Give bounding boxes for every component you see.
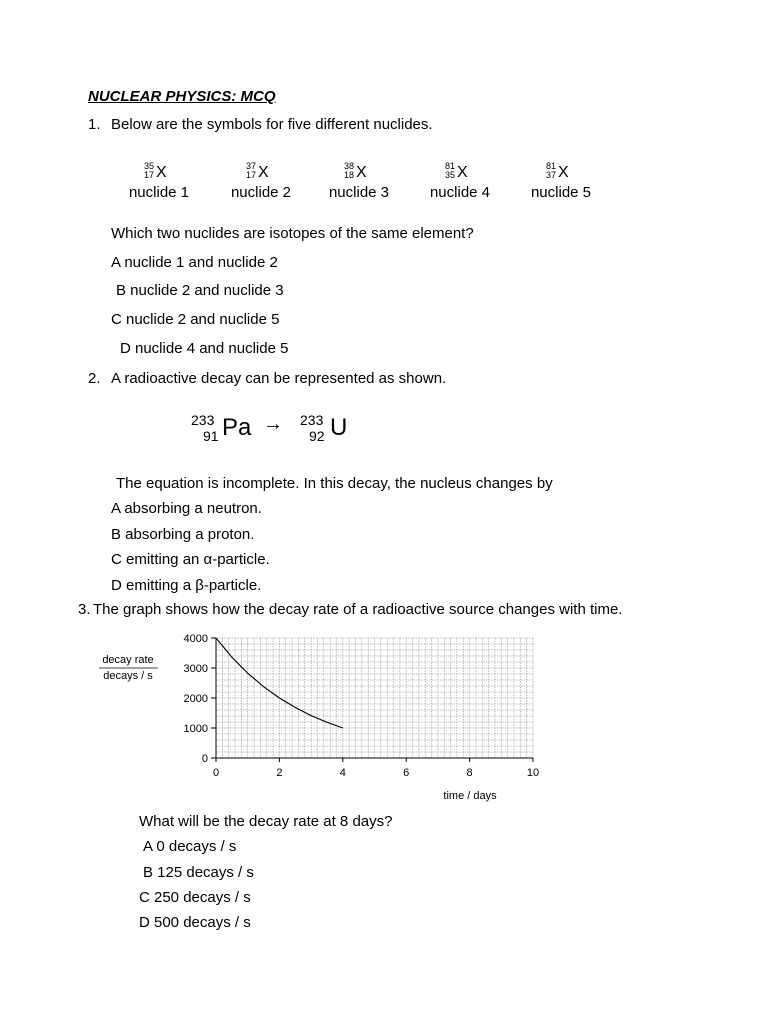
y-tick-label: 0: [201, 753, 208, 765]
element-symbol: X: [156, 164, 167, 181]
x-tick-label: 8: [466, 767, 473, 779]
q3-option-c: C 250 decays / s: [139, 889, 251, 906]
nuclide-label: nuclide 2: [230, 184, 292, 201]
right-element: U: [330, 414, 348, 441]
decay-rate-chart: [90, 628, 560, 808]
atomic-number: 37: [545, 170, 556, 180]
y-axis-label-denominator: decays / s: [103, 670, 153, 682]
x-tick-label: 2: [276, 767, 283, 779]
q3-option-d: D 500 decays / s: [139, 914, 251, 931]
arrow-icon: →: [263, 413, 283, 435]
mass-number: 81: [545, 161, 556, 171]
right-atomic-number: 92: [309, 428, 325, 444]
atomic-number: 35: [444, 170, 455, 180]
nuclide-3: [314, 162, 404, 201]
page-title: NUCLEAR PHYSICS: MCQ: [88, 88, 276, 105]
x-axis-label: time / days: [443, 790, 497, 802]
q3-question: What will be the decay rate at 8 days?: [139, 813, 393, 830]
element-symbol: X: [457, 164, 468, 181]
x-tick-label: 10: [526, 767, 540, 779]
nuclide-symbol: [314, 162, 404, 184]
chart-grid: [216, 638, 533, 758]
mass-number: 81: [444, 161, 455, 171]
y-axis-label-numerator: decay rate: [102, 654, 154, 666]
x-tick-label: 6: [403, 767, 410, 779]
left-element: Pa: [222, 414, 252, 441]
q2-option-c: C emitting an α-particle.: [111, 551, 270, 568]
nuclide-4: [415, 162, 505, 201]
left-mass-number: 233: [191, 412, 215, 428]
nuclide-2: [216, 162, 306, 201]
nuclide-symbol: [216, 162, 306, 184]
q1-option-d: D nuclide 4 and nuclide 5: [120, 340, 289, 357]
atomic-number: 17: [143, 170, 154, 180]
q3-number: 3.: [78, 601, 91, 618]
y-tick-label: 3000: [183, 663, 208, 675]
chart-ticks: [184, 633, 540, 779]
nuclide-label: nuclide 4: [429, 184, 491, 201]
nuclide-label: nuclide 5: [530, 184, 592, 201]
nuclide-5: [516, 162, 606, 201]
nuclide-symbol: [516, 162, 606, 184]
x-tick-label: 0: [212, 767, 220, 779]
q1-question: Which two nuclides are isotopes of the same element?: [111, 225, 474, 242]
left-atomic-number: 91: [203, 428, 219, 444]
q1-text: Below are the symbols for five different nuclides.: [111, 116, 433, 133]
q1-number: 1.: [88, 116, 101, 133]
atomic-number: 17: [245, 170, 256, 180]
right-mass-number: 233: [300, 412, 324, 428]
mass-number: 38: [343, 161, 354, 171]
q1-option-a: A nuclide 1 and nuclide 2: [111, 254, 278, 271]
x-tick-label: 4: [339, 767, 346, 779]
element-symbol: X: [258, 164, 269, 181]
y-tick-label: 4000: [183, 633, 208, 645]
q1-option-b: B nuclide 2 and nuclide 3: [116, 282, 284, 299]
mass-number: 37: [245, 161, 256, 171]
element-symbol: X: [356, 164, 367, 181]
q2-text: A radioactive decay can be represented as shown.: [111, 370, 447, 387]
q2-number: 2.: [88, 370, 101, 387]
nuclide-label: nuclide 3: [328, 184, 390, 201]
nuclide-1: [114, 162, 204, 201]
q3-text: The graph shows how the decay rate of a radioactive source changes with time.: [93, 601, 623, 618]
q2-question: The equation is incomplete. In this decay, the nucleus changes by: [116, 475, 553, 492]
nuclide-symbol: [415, 162, 505, 184]
nuclide-symbol: [114, 162, 204, 184]
q3-option-a: A 0 decays / s: [143, 838, 237, 855]
element-symbol: X: [558, 164, 569, 181]
y-tick-label: 2000: [183, 693, 208, 705]
y-tick-label: 1000: [183, 723, 208, 735]
q2-option-b: B absorbing a proton.: [111, 526, 255, 543]
mass-number: 35: [143, 161, 154, 171]
q2-option-a: A absorbing a neutron.: [111, 500, 262, 517]
decay-equation: [191, 412, 371, 446]
atomic-number: 18: [343, 170, 354, 180]
nuclide-label: nuclide 1: [128, 184, 190, 201]
q1-option-c: C nuclide 2 and nuclide 5: [111, 311, 280, 328]
q3-option-b: B 125 decays / s: [143, 864, 254, 881]
q2-option-d: D emitting a β-particle.: [111, 577, 262, 594]
